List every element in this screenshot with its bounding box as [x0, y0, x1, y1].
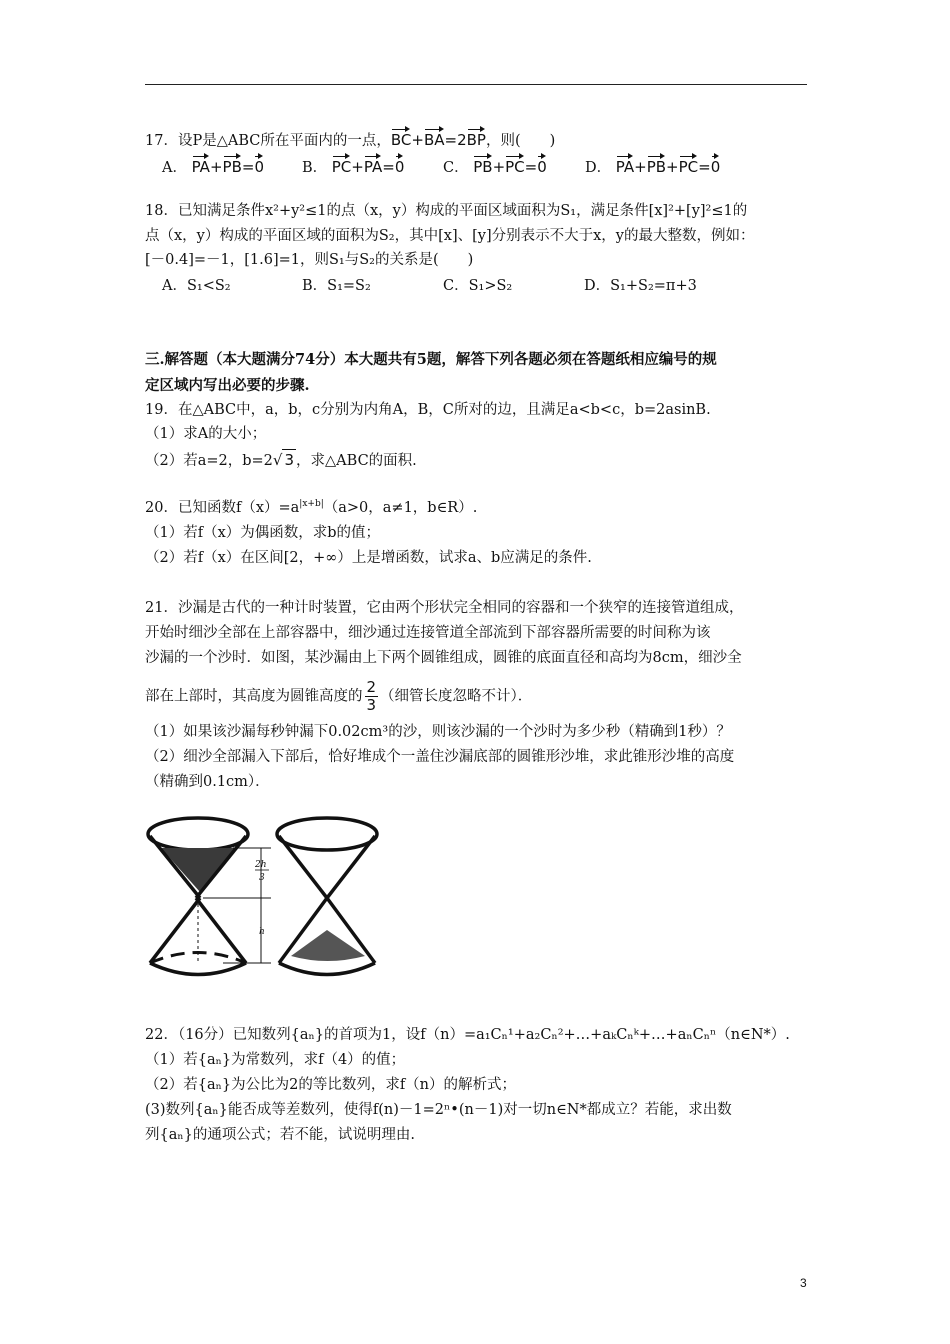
label-h: h: [259, 927, 265, 937]
q20-part-1: （1）若f（x）为偶函数，求b的值；: [145, 525, 381, 541]
q19-stem: 19．在△ABC中，a，b，c分别为内角A，B，C所对的边，且满足a<b<c，b=2asinB.: [145, 402, 711, 418]
q21-part-3: （精确到0.1cm）．: [145, 774, 270, 790]
q21-line-4-text: 部在上部时，其高度为圆锥高度的: [145, 688, 363, 705]
fraction-two-thirds: [365, 679, 379, 714]
q19-part-2: [145, 449, 417, 471]
vector-zero: 0: [537, 153, 547, 177]
q22-stem: 22．（16分）已知数列{aₙ}的首项为1，设f（n）=a₁Cₙ¹+a₂Cₙ²+…+aₖCₙᵏ+…+aₙCₙⁿ（n∈N*）.: [145, 1027, 790, 1043]
q17-stem: 17．设P是△ABC所在平面内的一点，BC+BA=2BP，则( ): [145, 126, 555, 151]
q18-option-b: B．S₁=S₂: [302, 278, 371, 294]
fraction-numerator: 2: [366, 678, 377, 696]
vector-zero: 0: [395, 153, 405, 177]
label-2h: 2h: [255, 860, 267, 870]
q17-option-c-label: C．: [443, 160, 469, 176]
q18-line-2: 点（x，y）构成的平面区域的面积为S₂，其中[x]、[y]分别表示不大于x，y的最大整数，例如：: [145, 228, 755, 244]
q18-option-a: A．S₁<S₂: [162, 278, 231, 294]
q17-option-a-label: A．: [162, 160, 187, 176]
hourglass-right: [277, 818, 377, 975]
q21-line-2: 开始时细沙全部在上部容器中，细沙通过连接管道全部流到下部容器所需要的时间称为该: [145, 625, 711, 641]
vector-ba: BA: [424, 126, 445, 150]
q17-option-d: D． PA+PB+PC=0: [585, 153, 720, 178]
q21-part-2: （2）细沙全部漏入下部后，恰好堆成个一盖住沙漏底部的圆锥形沙堆，求此锥形沙堆的高度: [145, 749, 735, 765]
header-rule: [145, 84, 807, 85]
vector-zero: 0: [711, 153, 721, 177]
vector-bc: BC: [391, 126, 412, 150]
q17-option-d-label: D．: [585, 160, 612, 176]
q22-part-3-line-1: (3)数列{aₙ}能否成等差数列，使得f(n)－1=2ⁿ•(n－1)对一切n∈N*都成立？若能，求出数: [145, 1102, 732, 1118]
q19-part-1: （1）求A的大小；: [145, 426, 267, 442]
q21-part-1: （1）如果该沙漏每秒钟漏下0.02cm³的沙，则该沙漏的一个沙时为多少秒（精确到1秒）？: [145, 724, 731, 740]
page-number: 3: [800, 1276, 807, 1290]
q19-part-2-text: （2）若a=2，b=2: [145, 453, 273, 469]
vector-pc: PC: [505, 153, 525, 177]
q20-exponent: |x+b|: [299, 499, 324, 510]
q17-option-c: C． PB+PC=0: [443, 153, 547, 178]
vector-pc: PC: [679, 153, 699, 177]
q20-stem-end: （a>0，a≠1，b∈R）.: [323, 500, 478, 516]
vector-pa: PA: [192, 153, 210, 177]
q17-eq: =2: [444, 131, 467, 149]
sqrt-sign: √: [272, 451, 283, 469]
vector-pc: PC: [332, 153, 352, 177]
q22-part-2: （2）若{aₙ}为公比为2的等比数列，求f（n）的解析式；: [145, 1077, 517, 1093]
q17-option-b: B． PC+PA=0: [302, 153, 404, 178]
hourglass-figure: [143, 806, 383, 984]
q18-option-d: D．S₁+S₂=π+3: [584, 278, 697, 294]
vector-pb: PB: [473, 153, 492, 177]
q20-stem-text: 20．已知函数f（x）=a: [145, 500, 300, 516]
q17-stem-end: ，则( ): [485, 133, 556, 149]
q21-line-4: [145, 679, 532, 714]
vector-pb: PB: [647, 153, 666, 177]
vector-bp: BP: [467, 126, 486, 150]
q17-stem-text: 17．设P是△ABC所在平面内的一点，: [145, 133, 391, 149]
label-3: 3: [259, 873, 265, 883]
q17-option-a: A． PA+PB=0: [162, 153, 264, 178]
q20-stem: [145, 498, 477, 518]
sqrt-radicand: 3: [284, 451, 295, 469]
q19-part-2-end: ，求△ABC的面积.: [296, 453, 417, 469]
fraction-denominator: 3: [366, 696, 377, 714]
q22-part-1: （1）若{aₙ}为常数列，求f（4）的值；: [145, 1052, 406, 1068]
vector-pb: PB: [223, 153, 242, 177]
q18-line-1: 18．已知满足条件x²+y²≤1的点（x，y）构成的平面区域面积为S₁，满足条件[x]²+[y]²≤1的: [145, 203, 748, 219]
q17-option-b-label: B．: [302, 160, 328, 176]
hourglass-left: [148, 818, 248, 975]
q21-line-4-end: （细管长度忽略不计）．: [380, 688, 533, 705]
q18-line-3: [－0.4]=－1，[1.6]=1，则S₁与S₂的关系是( ): [145, 252, 474, 268]
q21-line-3: 沙漏的一个沙时．如图，某沙漏由上下两个圆锥组成，圆锥的底面直径和高均为8cm，细沙全: [145, 650, 742, 666]
q21-line-1: 21．沙漏是古代的一种计时装置，它由两个形状完全相同的容器和一个狭窄的连接管道组成，: [145, 600, 744, 616]
vector-pa: PA: [616, 153, 634, 177]
q22-part-3-line-2: 列{aₙ}的通项公式；若不能，试说明理由.: [145, 1127, 415, 1143]
vector-pa: PA: [364, 153, 382, 177]
section-3-heading-line-1: 三.解答题（本大题满分74分）本大题共有5题，解答下列各题必须在答题纸相应编号的规: [145, 351, 717, 368]
q20-part-2: （2）若f（x）在区间[2，+∞）上是增函数，试求a、b应满足的条件.: [145, 550, 592, 566]
vector-zero: 0: [254, 153, 264, 177]
section-3-heading-line-2: 定区域内写出必要的步骤.: [145, 377, 310, 394]
q18-option-c: C．S₁>S₂: [443, 278, 513, 294]
